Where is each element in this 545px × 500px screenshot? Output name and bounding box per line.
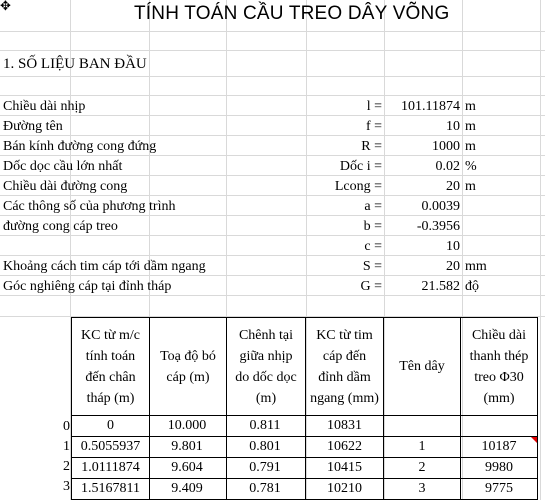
table-row [72, 437, 538, 458]
table-cell[interactable]: 10622 [306, 437, 384, 458]
table-cell-value: 10187 [481, 439, 517, 454]
table-cell[interactable]: 0.781 [227, 479, 306, 500]
param-value[interactable]: 20 [446, 259, 460, 274]
table-cell[interactable]: 10415 [306, 458, 384, 479]
table-cell[interactable] [384, 416, 461, 437]
table-cell[interactable]: 0.811 [227, 416, 306, 437]
table-cell[interactable]: 2 [384, 458, 461, 479]
param-value[interactable]: 10 [446, 239, 460, 254]
param-label: Dốc dọc cầu lớn nhất [3, 159, 123, 174]
param-label: Góc nghiêng cáp tại đỉnh tháp [3, 279, 172, 294]
param-label: Khoảng cách tim cáp tới dầm ngang [3, 259, 206, 274]
param-symbol: c = [364, 239, 382, 254]
table-cell[interactable] [461, 416, 538, 437]
param-unit: m [465, 139, 476, 154]
param-unit: mm [465, 259, 487, 274]
param-symbol: b = [363, 219, 382, 234]
results-table [71, 317, 538, 500]
table-header-row [72, 318, 538, 416]
comment-indicator-icon[interactable] [531, 437, 537, 443]
table-cell[interactable]: 0.5055937 [72, 437, 150, 458]
param-symbol: a = [364, 199, 382, 214]
param-value[interactable]: 1000 [432, 139, 460, 154]
table-cell[interactable]: 0.791 [227, 458, 306, 479]
param-unit: m [465, 99, 476, 114]
param-symbol: Dốc i = [339, 159, 382, 174]
param-label: Bán kính đường cong đứng [3, 139, 157, 154]
col-header-distance[interactable]: KC từ m/c tính toán đến chân tháp (m) [72, 318, 150, 416]
param-label: Các thông số của phương trình [3, 199, 176, 214]
param-symbol: l = [366, 99, 382, 114]
table-cell[interactable]: 10.000 [150, 416, 227, 437]
table-cell[interactable]: 0.801 [227, 437, 306, 458]
param-value[interactable]: 0.02 [435, 159, 460, 174]
param-unit: độ [465, 279, 479, 294]
col-header-cable-to-beam[interactable]: KC từ tim cáp đến đỉnh dầm ngang (mm) [306, 318, 384, 416]
param-symbol: Lcong = [334, 179, 382, 194]
param-unit: m [465, 179, 476, 194]
param-label: Đường tên [3, 119, 63, 134]
table-cell[interactable]: 9775 [461, 479, 538, 500]
param-label: Chiều dài nhịp [3, 99, 86, 114]
param-value[interactable]: 10 [446, 119, 460, 134]
row-index: 1 [63, 439, 70, 454]
table-cell[interactable] [461, 437, 538, 458]
move-cursor-icon: ✥ [0, 0, 11, 14]
param-symbol: G = [360, 279, 382, 294]
table-row [72, 416, 538, 437]
table-cell[interactable]: 10210 [306, 479, 384, 500]
param-value[interactable]: 20 [446, 179, 460, 194]
section-heading: 1. SỐ LIỆU BAN ĐẦU [3, 56, 147, 72]
param-label: Chiều dài đường cong [3, 179, 128, 194]
param-value[interactable]: 0.0039 [421, 199, 460, 214]
param-unit: m [465, 119, 476, 134]
col-header-midspan-difference[interactable]: Chênh tại giữa nhịp do dốc dọc (m) [227, 318, 306, 416]
param-value[interactable]: 101.11874 [401, 99, 460, 114]
table-cell[interactable]: 1 [384, 437, 461, 458]
table-cell[interactable]: 1.5167811 [72, 479, 150, 500]
row-index: 2 [63, 459, 70, 474]
sheet-title: TÍNH TOÁN CẦU TREO DÂY VÕNG [134, 3, 450, 24]
table-cell[interactable]: 9980 [461, 458, 538, 479]
col-header-cable-coordinate[interactable]: Toạ độ bó cáp (m) [150, 318, 227, 416]
col-header-hanger-length[interactable]: Chiều dài thanh thép treo Φ30 (mm) [461, 318, 538, 416]
param-symbol: S = [362, 259, 382, 274]
col-header-hanger-name[interactable]: Tên dây [384, 318, 461, 416]
table-cell[interactable]: 0 [72, 416, 150, 437]
table-cell[interactable]: 10831 [306, 416, 384, 437]
table-cell[interactable]: 9.801 [150, 437, 227, 458]
param-symbol: f = [365, 119, 382, 134]
table-row [72, 479, 538, 500]
table-cell[interactable]: 1.0111874 [72, 458, 150, 479]
row-index: 0 [63, 419, 70, 434]
param-unit: % [465, 159, 477, 174]
param-symbol: R = [361, 139, 382, 154]
param-value[interactable]: -0.3956 [416, 219, 460, 234]
param-value[interactable]: 21.582 [421, 279, 460, 294]
table-cell[interactable]: 9.409 [150, 479, 227, 500]
table-cell[interactable]: 9.604 [150, 458, 227, 479]
table-row [72, 458, 538, 479]
param-label: đường cong cáp treo [3, 219, 118, 234]
table-cell[interactable]: 3 [384, 479, 461, 500]
row-index: 3 [63, 479, 70, 494]
